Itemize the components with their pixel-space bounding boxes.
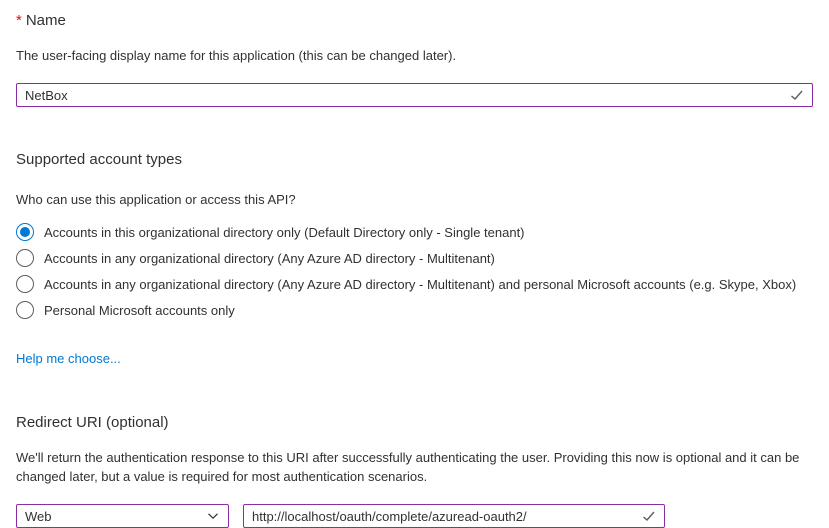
account-type-label: Personal Microsoft accounts only [44,302,235,318]
radio-icon[interactable] [16,301,34,319]
required-asterisk: * [16,12,22,29]
name-section-title [16,12,813,30]
help-me-choose-link[interactable]: Help me choose... [16,351,121,366]
name-description: The user-facing display name for this application (this can be changed later). [16,48,457,63]
name-input[interactable] [17,84,812,106]
account-type-label: Accounts in this organizational directory only (Default Directory only - Single tenant) [44,224,525,240]
account-type-option-multitenant[interactable] [16,249,813,267]
platform-select-value: Web [25,508,52,524]
radio-icon[interactable] [16,223,34,241]
redirect-uri-row [16,504,813,528]
account-type-option-single-tenant[interactable] [16,223,813,241]
platform-select[interactable] [16,504,229,528]
account-types-radio-group [16,223,813,319]
redirect-uri-input-wrap [243,504,665,528]
account-type-option-personal-only[interactable] [16,301,813,319]
account-type-option-multitenant-personal[interactable] [16,275,813,293]
account-types-question: Who can use this application or access this API? [16,192,296,207]
redirect-uri-title: Redirect URI (optional) [16,414,169,431]
redirect-uri-description: We'll return the authentication response to this URI after successfully authenticating the user. Providing this now is optional and it can be changed later, but a value is required for most authentication scenarios. [16,450,800,484]
name-input-wrap [16,83,813,107]
account-types-title: Supported account types [16,151,182,168]
redirect-uri-input[interactable] [244,505,664,527]
radio-icon[interactable] [16,275,34,293]
chevron-down-icon [207,510,219,522]
radio-icon[interactable] [16,249,34,267]
name-title-text: Name [25,12,66,29]
account-type-label: Accounts in any organizational directory (Any Azure AD directory - Multitenant) [44,250,495,266]
account-type-label: Accounts in any organizational directory (Any Azure AD directory - Multitenant) and personal Microsoft accounts (e.g. Skype, Xbox) [44,276,797,292]
